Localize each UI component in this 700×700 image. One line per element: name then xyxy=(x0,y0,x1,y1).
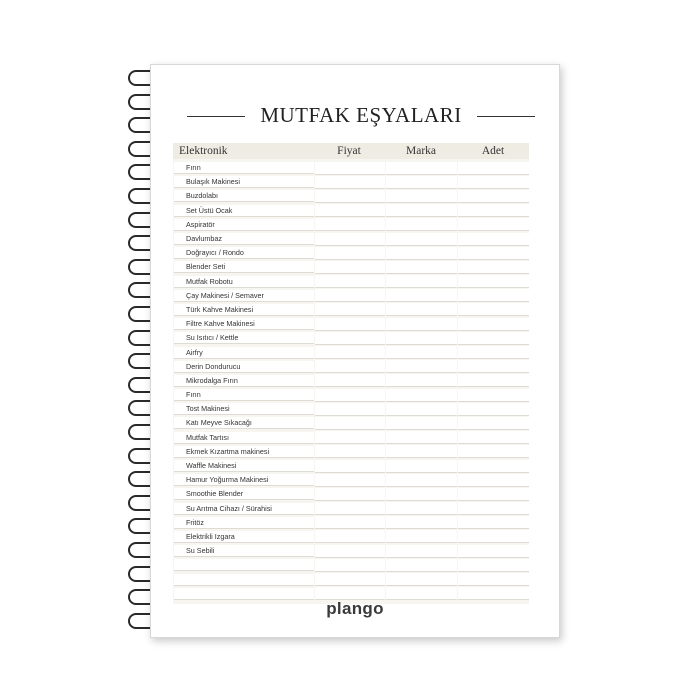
item-name: Set Üstü Ocak xyxy=(174,205,314,217)
item-name xyxy=(174,588,314,600)
price-cell xyxy=(315,360,386,373)
item-name: Waffle Makinesi xyxy=(174,460,314,472)
price-cell xyxy=(315,303,386,316)
table-row xyxy=(173,289,529,303)
brand-cell xyxy=(386,417,457,430)
quantity-cell xyxy=(458,431,529,444)
item-name: Fırın xyxy=(174,162,314,174)
item-name: Mikrodalga Fırın xyxy=(174,375,314,387)
table-row xyxy=(173,374,529,388)
brand-logo: plango xyxy=(326,599,384,618)
brand-cell xyxy=(386,261,457,274)
quantity-cell xyxy=(458,389,529,402)
notebook-page xyxy=(150,64,560,638)
quantity-cell xyxy=(458,318,529,331)
item-name: Derin Dondurucu xyxy=(174,361,314,373)
quantity-cell xyxy=(458,332,529,345)
item-name: Su Sebili xyxy=(174,545,314,557)
price-cell xyxy=(315,403,386,416)
brand-cell xyxy=(386,275,457,288)
header-fiyat: Fiyat xyxy=(337,145,361,157)
price-cell xyxy=(315,573,386,586)
brand-cell xyxy=(386,204,457,217)
checklist-table xyxy=(173,143,529,604)
quantity-cell xyxy=(458,559,529,572)
table-row xyxy=(173,572,529,586)
item-name: Ekmek Kızartma makinesi xyxy=(174,446,314,458)
brand-cell xyxy=(386,502,457,515)
quantity-cell xyxy=(458,247,529,260)
table-row xyxy=(173,558,529,572)
price-cell xyxy=(315,445,386,458)
quantity-cell xyxy=(458,204,529,217)
table-row xyxy=(173,331,529,345)
brand-cell xyxy=(386,332,457,345)
table-row xyxy=(173,416,529,430)
item-name: Çay Makinesi / Semaver xyxy=(174,290,314,302)
table-body xyxy=(173,159,529,604)
quantity-cell xyxy=(458,275,529,288)
page-title: MUTFAK EŞYALARI xyxy=(260,103,462,127)
item-name: Blender Seti xyxy=(174,261,314,273)
item-name xyxy=(174,574,314,586)
table-row xyxy=(173,161,529,175)
brand-cell xyxy=(386,346,457,359)
table-row xyxy=(173,487,529,501)
price-cell xyxy=(315,389,386,402)
price-cell xyxy=(315,318,386,331)
brand-cell xyxy=(386,247,457,260)
quantity-cell xyxy=(458,445,529,458)
table-row xyxy=(173,360,529,374)
quantity-cell xyxy=(458,403,529,416)
quantity-cell xyxy=(458,460,529,473)
price-cell xyxy=(315,374,386,387)
item-name: Katı Meyve Sıkacağı xyxy=(174,417,314,429)
table-row xyxy=(173,189,529,203)
title-rule-right xyxy=(477,116,535,117)
header-elektronik: Elektronik xyxy=(179,145,228,157)
table-row xyxy=(173,459,529,473)
price-cell xyxy=(315,190,386,203)
item-name xyxy=(174,559,314,571)
quantity-cell xyxy=(458,261,529,274)
price-cell xyxy=(315,346,386,359)
brand-cell xyxy=(386,460,457,473)
item-name: Davlumbaz xyxy=(174,233,314,245)
price-cell xyxy=(315,176,386,189)
quantity-cell xyxy=(458,488,529,501)
brand-cell xyxy=(386,233,457,246)
price-cell xyxy=(315,289,386,302)
brand-cell xyxy=(386,289,457,302)
header-marka: Marka xyxy=(405,145,436,157)
item-name: Elektrikli Izgara xyxy=(174,531,314,543)
table-row xyxy=(173,445,529,459)
item-name: Su Isıtıcı / Kettle xyxy=(174,332,314,344)
quantity-cell xyxy=(458,360,529,373)
table-row xyxy=(173,317,529,331)
item-name: Su Arıtma Cihazı / Sürahisi xyxy=(174,503,314,515)
quantity-cell xyxy=(458,176,529,189)
price-cell xyxy=(315,559,386,572)
brand-cell xyxy=(386,374,457,387)
brand-cell xyxy=(386,559,457,572)
table-row xyxy=(173,516,529,530)
price-cell xyxy=(315,474,386,487)
quantity-cell xyxy=(458,545,529,558)
table-row xyxy=(173,232,529,246)
header-adet: Adet xyxy=(481,145,505,157)
item-name: Aspiratör xyxy=(174,219,314,231)
table-header xyxy=(173,143,529,159)
table-row xyxy=(173,388,529,402)
item-name: Doğrayıcı / Rondo xyxy=(174,247,314,259)
quantity-cell xyxy=(458,573,529,586)
brand-cell xyxy=(386,530,457,543)
brand-cell xyxy=(386,488,457,501)
price-cell xyxy=(315,417,386,430)
table-row xyxy=(173,502,529,516)
table-row xyxy=(173,204,529,218)
quantity-cell xyxy=(458,530,529,543)
brand-cell xyxy=(386,389,457,402)
quantity-cell xyxy=(458,417,529,430)
quantity-cell xyxy=(458,218,529,231)
table-row xyxy=(173,473,529,487)
brand-cell xyxy=(386,360,457,373)
table-row xyxy=(173,175,529,189)
table-row xyxy=(173,218,529,232)
brand-cell xyxy=(386,162,457,175)
brand-cell xyxy=(386,218,457,231)
price-cell xyxy=(315,516,386,529)
item-name: Hamur Yoğurma Makinesi xyxy=(174,474,314,486)
table-row xyxy=(173,345,529,359)
quantity-cell xyxy=(458,162,529,175)
item-name: Filtre Kahve Makinesi xyxy=(174,318,314,330)
item-name: Airfry xyxy=(174,347,314,359)
item-name: Mutfak Tartısı xyxy=(174,432,314,444)
price-cell xyxy=(315,488,386,501)
price-cell xyxy=(315,204,386,217)
table-row xyxy=(173,260,529,274)
quantity-cell xyxy=(458,190,529,203)
item-name: Mutfak Robotu xyxy=(174,276,314,288)
item-name: Smoothie Blender xyxy=(174,488,314,500)
item-name: Türk Kahve Makinesi xyxy=(174,304,314,316)
item-name: Fritöz xyxy=(174,517,314,529)
table-row xyxy=(173,246,529,260)
brand-cell xyxy=(386,545,457,558)
brand-cell xyxy=(386,431,457,444)
title-block xyxy=(187,103,535,129)
table-row xyxy=(173,530,529,544)
brand-cell xyxy=(386,516,457,529)
table-row xyxy=(173,402,529,416)
item-name: Tost Makinesi xyxy=(174,403,314,415)
brand-cell xyxy=(386,445,457,458)
brand-cell xyxy=(386,176,457,189)
quantity-cell xyxy=(458,516,529,529)
quantity-cell xyxy=(458,289,529,302)
item-name: Buzdolabı xyxy=(174,190,314,202)
price-cell xyxy=(315,460,386,473)
table-row xyxy=(173,275,529,289)
table-row xyxy=(173,303,529,317)
brand-cell xyxy=(386,190,457,203)
item-name: Fırın xyxy=(174,389,314,401)
price-cell xyxy=(315,275,386,288)
price-cell xyxy=(315,247,386,260)
price-cell xyxy=(315,218,386,231)
brand-cell xyxy=(386,573,457,586)
price-cell xyxy=(315,332,386,345)
item-name: Bulaşık Makinesi xyxy=(174,176,314,188)
table-row xyxy=(173,431,529,445)
brand-cell xyxy=(386,303,457,316)
brand-cell xyxy=(386,474,457,487)
price-cell xyxy=(315,261,386,274)
quantity-cell xyxy=(458,346,529,359)
price-cell xyxy=(315,431,386,444)
quantity-cell xyxy=(458,502,529,515)
price-cell xyxy=(315,545,386,558)
table-row xyxy=(173,544,529,558)
brand-cell xyxy=(386,403,457,416)
price-cell xyxy=(315,233,386,246)
price-cell xyxy=(315,530,386,543)
quantity-cell xyxy=(458,374,529,387)
quantity-cell xyxy=(458,474,529,487)
brand-cell xyxy=(386,318,457,331)
quantity-cell xyxy=(458,233,529,246)
quantity-cell xyxy=(458,303,529,316)
price-cell xyxy=(315,162,386,175)
price-cell xyxy=(315,502,386,515)
